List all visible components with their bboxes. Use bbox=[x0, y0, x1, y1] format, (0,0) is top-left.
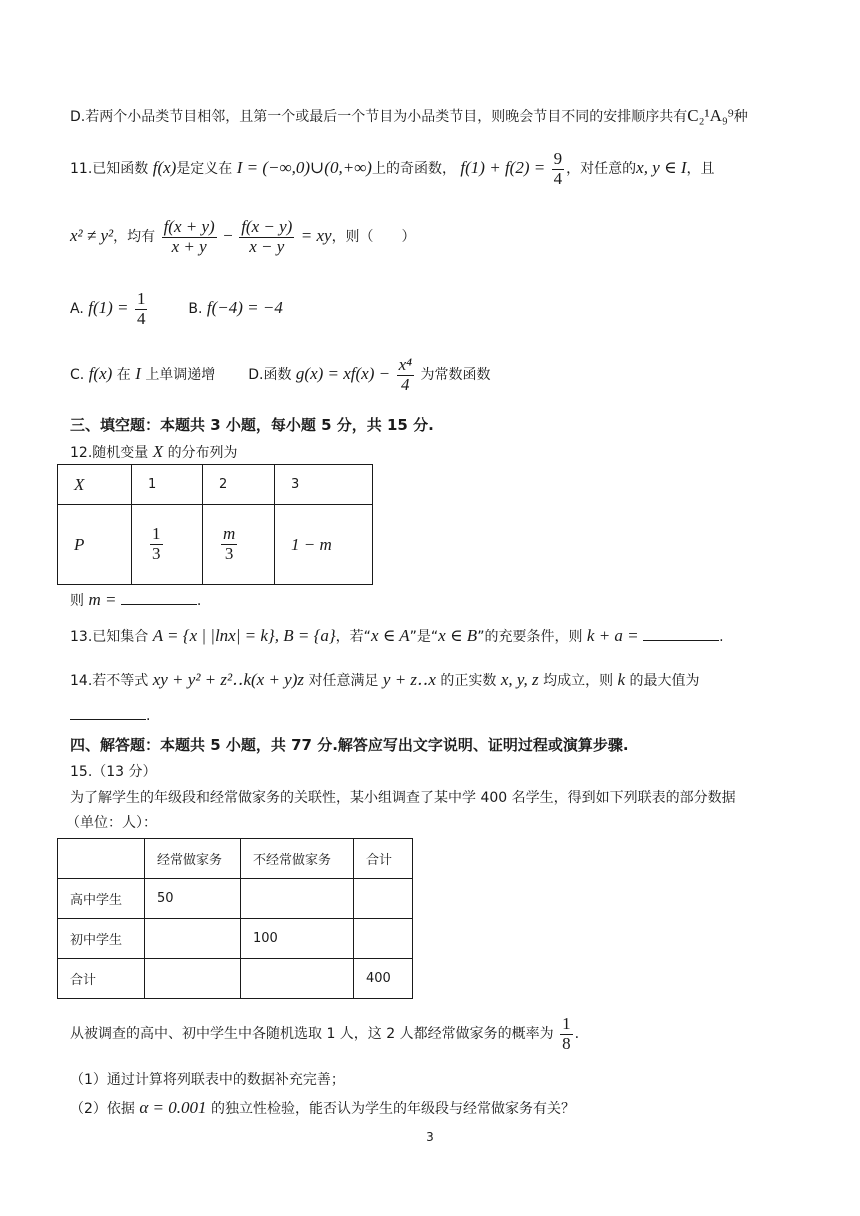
q15-probability-line bbox=[70, 1015, 790, 1053]
q15-prob-suffix: . bbox=[574, 1026, 580, 1043]
q11-stem-line1 bbox=[70, 150, 790, 188]
q11-option-d-math: g(x) = xf(x) − bbox=[295, 364, 391, 384]
page-number: 3 bbox=[426, 1130, 434, 1144]
q10-option-d bbox=[70, 106, 790, 126]
q11-options-ab bbox=[70, 290, 790, 328]
q10-option-d-text: D.若两个小品类节目相邻，且第一个或最后一个节目为小品类节目，则晚会节目不同的安排顺序共有 bbox=[70, 109, 688, 125]
q15-intro-line1: 为了解学生的年级段和经常做家务的关联性，某小组调查了某中学 400 名学生，得到如下列联表的部分数据 bbox=[70, 790, 736, 806]
q14-mid2: 的正实数 bbox=[440, 673, 497, 689]
table-cell: 100 bbox=[241, 919, 354, 959]
q11-frac1 bbox=[162, 218, 217, 256]
q11-option-c-mid: 在 bbox=[116, 367, 131, 384]
q12-table-cell: 1 bbox=[132, 465, 203, 505]
table-cell: 高中学生 bbox=[58, 879, 145, 919]
q13-cond1: x ∈ A bbox=[370, 626, 410, 645]
table-cell: 50 bbox=[145, 879, 241, 919]
q13-mid2: ”是“ bbox=[409, 629, 439, 645]
q11-have: ，均有 bbox=[113, 229, 156, 246]
q11-option-a-den: 4 bbox=[136, 308, 146, 328]
q11-option-b-math: f(−4) = −4 bbox=[206, 298, 283, 318]
q12-p1-frac bbox=[150, 525, 163, 563]
q13-expr: k + a = bbox=[586, 626, 639, 645]
q14-line1 bbox=[70, 670, 790, 690]
table-cell bbox=[145, 919, 241, 959]
q11-option-c-label: C. bbox=[70, 367, 85, 384]
table-row bbox=[58, 959, 413, 999]
q11-fx: f(x) bbox=[152, 158, 177, 178]
q11-eq-xy: = xy bbox=[300, 226, 332, 246]
q11-option-c-i: I bbox=[135, 364, 141, 384]
q10-option-d-tail: 种 bbox=[733, 109, 748, 125]
q15-intro-line2: （单位：人）： bbox=[66, 815, 157, 831]
q14-suffix: . bbox=[146, 708, 151, 724]
q12-distribution-table bbox=[57, 464, 373, 585]
q12-var: X bbox=[152, 442, 164, 461]
q12-answer-blank[interactable] bbox=[121, 604, 197, 605]
q11-option-a-num: 1 bbox=[136, 289, 146, 308]
q14-line2 bbox=[70, 708, 790, 725]
q13-prefix: 13.已知集合 bbox=[70, 629, 149, 645]
q15-prob-den: 8 bbox=[562, 1033, 571, 1053]
q12-table-p1 bbox=[132, 505, 203, 585]
q11-option-d-num: x⁴ bbox=[398, 355, 413, 374]
q12-table-row-x bbox=[58, 465, 373, 505]
table-cell bbox=[241, 959, 354, 999]
q15-number: 15.（13 分） bbox=[70, 764, 157, 780]
q11-option-a-label: A. bbox=[70, 301, 84, 318]
q14-tail: 的最大值为 bbox=[629, 673, 700, 689]
q12-answer-suffix: . bbox=[196, 593, 202, 609]
q14-ineq: xy + y² + z²‥k(x + y)z bbox=[152, 670, 304, 689]
q12-table-x-header: X bbox=[58, 465, 132, 505]
q11-domain: I = (−∞,0)∪(0,+∞) bbox=[236, 158, 372, 178]
q12-p1-den: 3 bbox=[152, 544, 161, 563]
table-cell: 合计 bbox=[58, 959, 145, 999]
q15-table-header-cell: 合计 bbox=[354, 839, 413, 879]
q12-p2-num: m bbox=[223, 524, 236, 544]
q11-option-b-label: B. bbox=[188, 301, 203, 318]
q14-mid3: 均成立，则 bbox=[543, 673, 614, 689]
q11-frac1-den: x + y bbox=[171, 236, 207, 256]
q11-frac2-den: x − y bbox=[249, 236, 285, 256]
q15-table-header-cell: 不经常做家务 bbox=[241, 839, 354, 879]
q15-part2-prefix: （2）依据 bbox=[70, 1101, 135, 1117]
q13-answer-blank[interactable] bbox=[643, 640, 719, 641]
q12-p2-den: 3 bbox=[224, 544, 234, 563]
q11-upon: 上的奇函数， bbox=[371, 161, 456, 178]
q11-option-d-frac bbox=[397, 356, 414, 394]
q12-p1-num: 1 bbox=[152, 524, 161, 544]
q15-part1: （1）通过计算将列联表中的数据补充完善； bbox=[70, 1072, 345, 1088]
q11-and: ，且 bbox=[686, 161, 715, 178]
q12-answer-var: m = bbox=[88, 590, 117, 609]
q11-is-odd-on: 是定义在 bbox=[176, 161, 233, 178]
q14-answer-blank[interactable] bbox=[70, 719, 146, 720]
q13 bbox=[70, 626, 790, 646]
q13-mid3: ”的充要条件，则 bbox=[477, 629, 583, 645]
q11-then: ，则（ ） bbox=[331, 229, 416, 246]
q11-frac2-num: f(x − y) bbox=[241, 217, 293, 236]
section4-heading: 四、解答题：本题共 5 小题，共 77 分.解答应写出文字说明、证明过程或演算步骤. bbox=[70, 736, 629, 754]
q10-option-d-math: C₂¹A₉⁹ bbox=[687, 106, 734, 125]
q11-frac1-num: f(x + y) bbox=[163, 217, 215, 236]
q15-table-header-cell bbox=[58, 839, 145, 879]
q12-answer-line bbox=[70, 590, 790, 610]
q14-mid: 对任意满足 bbox=[308, 673, 379, 689]
q11-option-d-den: 4 bbox=[401, 374, 410, 394]
q11-sum-den: 4 bbox=[553, 168, 563, 188]
q13-mid: ，若“ bbox=[335, 629, 371, 645]
q11-option-c-tail: 上单调递增 bbox=[145, 367, 216, 384]
q15-prob-frac bbox=[560, 1015, 573, 1053]
q12-table-p2 bbox=[203, 505, 275, 585]
table-cell bbox=[145, 959, 241, 999]
q11-option-c-math: f(x) bbox=[88, 364, 113, 384]
q12-table-p3: 1 − m bbox=[275, 505, 373, 585]
q12-answer-prefix: 则 bbox=[70, 593, 84, 609]
table-cell bbox=[241, 879, 354, 919]
section3-heading: 三、填空题：本题共 3 小题，每小题 5 分，共 15 分. bbox=[70, 416, 434, 434]
q11-sum-fraction bbox=[552, 150, 565, 188]
q11-stem-prefix: 11.已知函数 bbox=[70, 161, 149, 178]
q12-stem-prefix: 12.随机变量 bbox=[70, 445, 149, 461]
q12-p2-frac bbox=[221, 525, 237, 563]
q11-forall: ，对任意的 bbox=[566, 161, 637, 178]
q12-table-cell: 2 bbox=[203, 465, 275, 505]
q11-sum-num: 9 bbox=[553, 149, 563, 168]
q13-suffix: . bbox=[719, 629, 724, 645]
q15-part2-suffix: 的独立性检验，能否认为学生的年级段与经常做家务有关？ bbox=[210, 1101, 575, 1117]
q15-table-header-cell: 经常做家务 bbox=[145, 839, 241, 879]
q11-sum-expr: f(1) + f(2) = bbox=[460, 158, 546, 178]
q15-prob-num: 1 bbox=[562, 1014, 571, 1033]
q15-prob-text: 从被调查的高中、初中学生中各随机选取 1 人，这 2 人都经常做家务的概率为 bbox=[70, 1026, 554, 1043]
q14-vars: x, y, z bbox=[500, 670, 539, 689]
q14-cond: y + z‥x bbox=[382, 670, 436, 689]
q15-part2-math: α = 0.001 bbox=[139, 1098, 207, 1117]
q12-table-row-p bbox=[58, 505, 373, 585]
q11-option-d-label: D.函数 bbox=[248, 367, 292, 384]
q14-k: k bbox=[617, 670, 626, 689]
q11-stem-line2 bbox=[70, 218, 790, 256]
q12-stem bbox=[70, 442, 790, 462]
q11-option-a-frac bbox=[135, 290, 148, 328]
q11-options-cd bbox=[70, 356, 790, 394]
q15-contingency-table bbox=[57, 838, 413, 999]
table-cell: 400 bbox=[354, 959, 413, 999]
q11-minus: − bbox=[223, 226, 233, 246]
q11-vars: x, y ∈ I bbox=[636, 158, 687, 178]
table-row bbox=[58, 879, 413, 919]
q12-table-cell: 3 bbox=[275, 465, 373, 505]
q11-option-a-math: f(1) = bbox=[88, 298, 129, 318]
q12-table-p-header: P bbox=[58, 505, 132, 585]
q13-sets: A = {x | |lnx| = k}, B = {a} bbox=[152, 626, 336, 645]
q14-prefix: 14.若不等式 bbox=[70, 673, 149, 689]
q15-part2 bbox=[70, 1098, 790, 1118]
table-cell bbox=[354, 879, 413, 919]
q11-cond: x² ≠ y² bbox=[70, 226, 114, 246]
table-cell: 初中学生 bbox=[58, 919, 145, 959]
q11-frac2 bbox=[239, 218, 294, 256]
q12-stem-suffix: 的分布列为 bbox=[167, 445, 238, 461]
q11-option-d-tail: 为常数函数 bbox=[420, 367, 491, 384]
table-row bbox=[58, 919, 413, 959]
q13-cond2: x ∈ B bbox=[438, 626, 478, 645]
table-cell bbox=[354, 919, 413, 959]
q15-table-header-row bbox=[58, 839, 413, 879]
